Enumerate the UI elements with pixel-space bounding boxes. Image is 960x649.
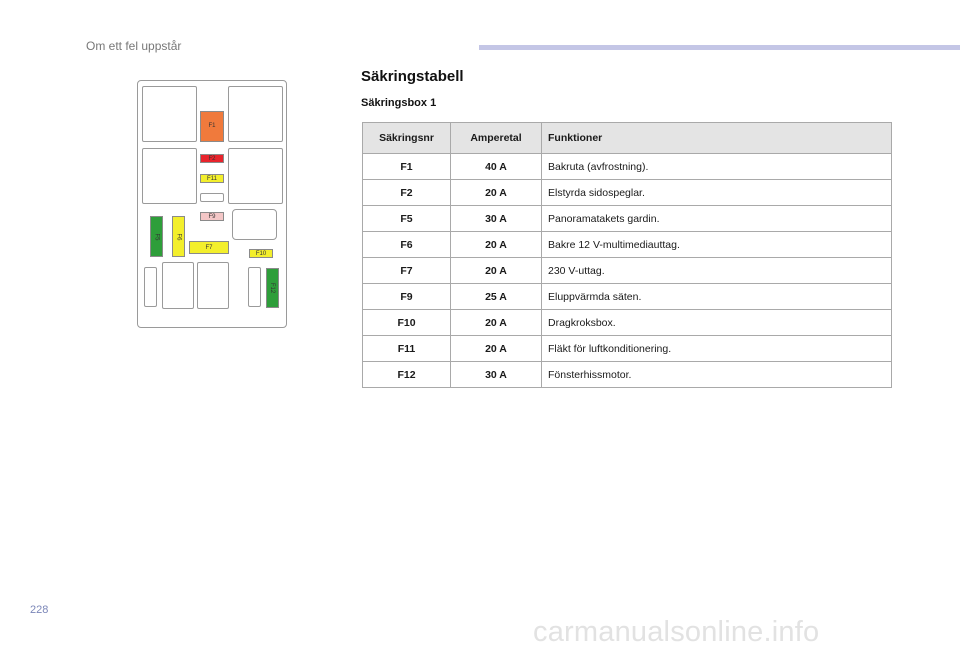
table-row [363,154,892,180]
fuse-number: F7 [363,258,451,284]
relay-slot [142,148,197,204]
fuse-f5 [150,216,163,257]
page-number: 228 [30,604,49,616]
fuse-table [362,122,892,388]
function: Bakruta (avfrostning). [542,154,892,180]
table-row [363,336,892,362]
relay-slot [232,209,277,240]
column-header-functions: Funktioner [542,123,892,154]
table-header-row [363,123,892,154]
fuse-f1 [200,111,224,142]
fuse-f12 [266,268,279,308]
fuse-number: F11 [363,336,451,362]
fuse-label: F11 [207,175,217,182]
amperage: 30 A [451,206,542,232]
fuse-number: F12 [363,362,451,388]
table-row [363,284,892,310]
amperage: 20 A [451,258,542,284]
fuse-number: F10 [363,310,451,336]
function: Panoramatakets gardin. [542,206,892,232]
amperage: 20 A [451,232,542,258]
function: Fläkt för luftkonditionering. [542,336,892,362]
fuse-f10 [249,249,273,258]
relay-slot [162,262,194,309]
fuse-slot-empty [200,193,224,202]
fuse-label: F7 [205,244,213,251]
function: 230 V-uttag. [542,258,892,284]
column-header-fuse-number: Säkringsnr [363,123,451,154]
table-row [363,362,892,388]
amperage: 20 A [451,336,542,362]
relay-slot [228,148,283,204]
column-header-amperage: Amperetal [451,123,542,154]
amperage: 25 A [451,284,542,310]
fuse-f6 [172,216,185,257]
fuse-label: F1 [208,123,216,129]
fuse-f2 [200,154,224,163]
fuse-f11 [200,174,224,183]
function: Eluppvärmda säten. [542,284,892,310]
relay-slot [228,86,283,142]
relay-slot [142,86,197,142]
table-row [363,232,892,258]
function: Fönsterhissmotor. [542,362,892,388]
fuse-f9 [200,212,224,221]
function: Elstyrda sidospeglar. [542,180,892,206]
amperage: 40 A [451,154,542,180]
fuse-number: F9 [363,284,451,310]
fuse-label: F6 [175,232,182,241]
fuse-label: F10 [255,250,267,257]
table-row [363,180,892,206]
fuse-label: F9 [208,213,216,220]
table-row [363,258,892,284]
table-row [363,206,892,232]
chapter-label: Om ett fel uppstår [86,39,182,53]
amperage: 20 A [451,310,542,336]
fuse-label: F12 [269,282,276,294]
fuse-box-diagram [137,80,287,328]
fuse-slot-empty [248,267,261,307]
fuse-number: F6 [363,232,451,258]
fuse-number: F1 [363,154,451,180]
watermark: carmanualsonline.info [533,616,820,648]
fuse-number: F5 [363,206,451,232]
fuse-label: F5 [153,232,160,241]
table-row [363,310,892,336]
amperage: 20 A [451,180,542,206]
header-accent-bar [479,45,960,50]
fuse-slot-empty [144,267,157,307]
amperage: 30 A [451,362,542,388]
subsection-title: Säkringsbox 1 [361,97,437,109]
section-title: Säkringstabell [361,68,464,85]
function: Bakre 12 V-multimediauttag. [542,232,892,258]
function: Dragkroksbox. [542,310,892,336]
fuse-f7 [189,241,229,254]
fuse-number: F2 [363,180,451,206]
fuse-label: F2 [208,155,216,162]
relay-slot [197,262,229,309]
